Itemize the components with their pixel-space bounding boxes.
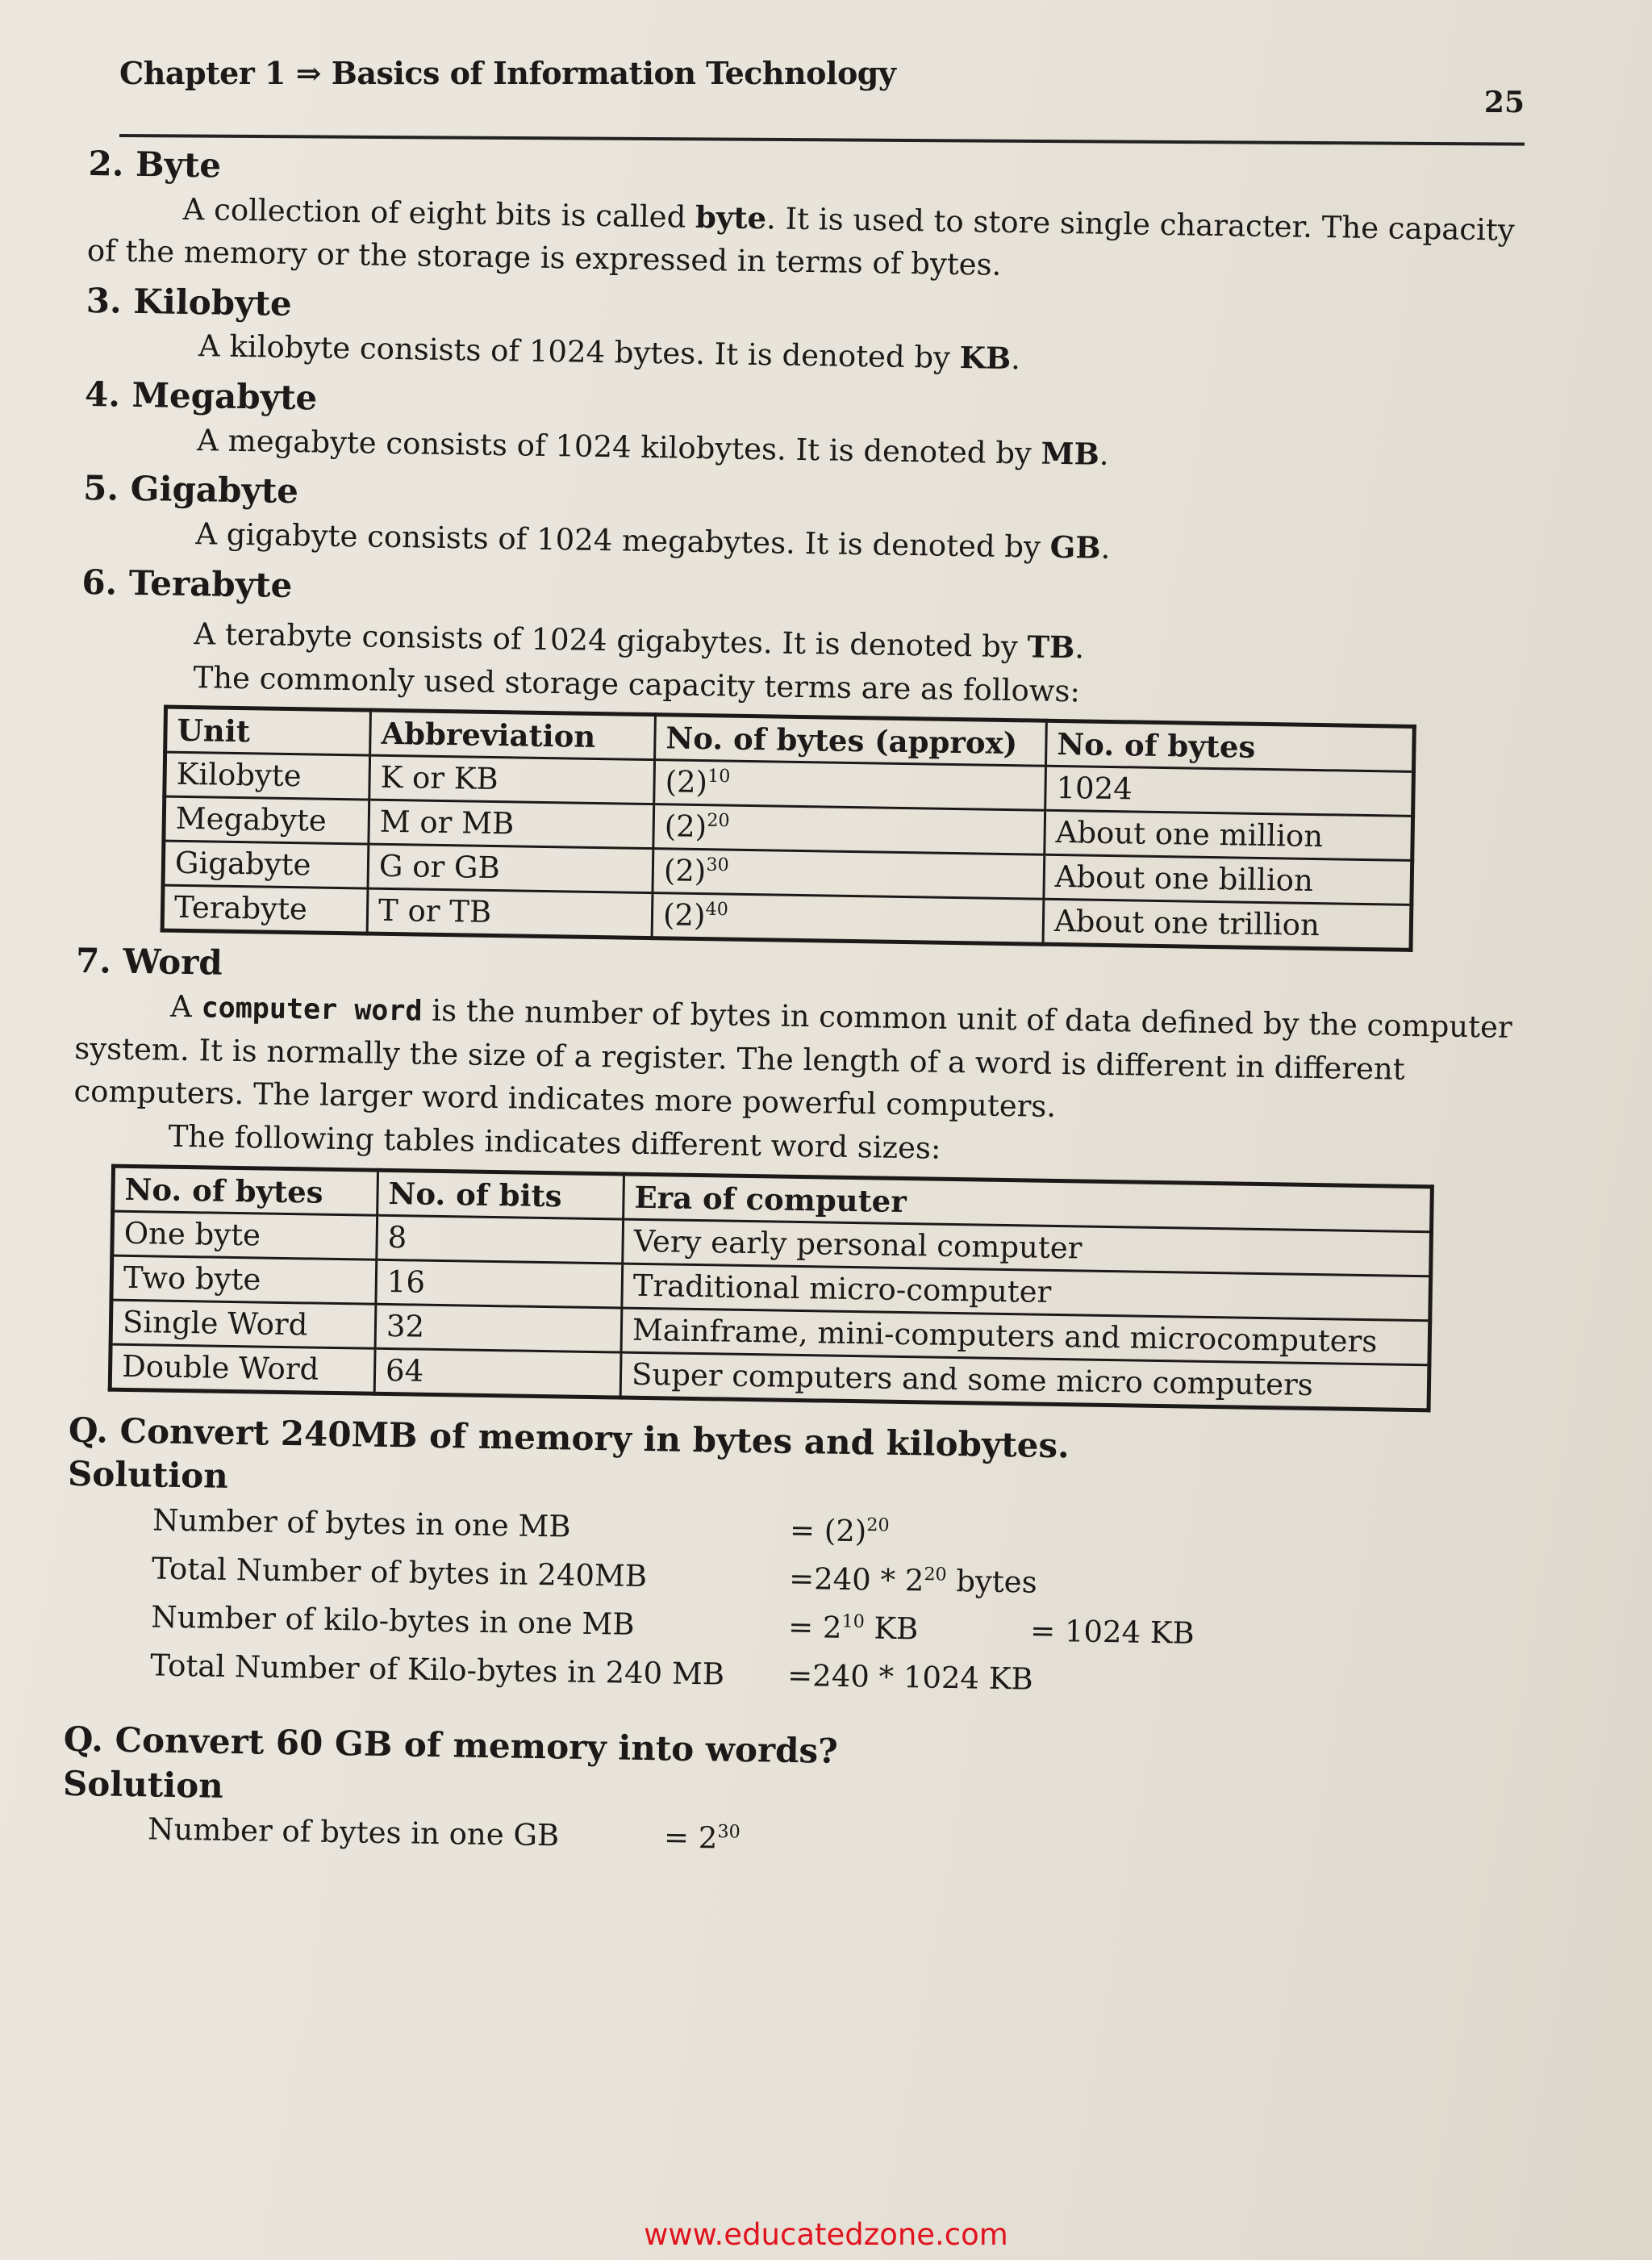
calc-label: Total Number of bytes in 240MB: [151, 1551, 648, 1594]
table-cell: Very early personal computer: [623, 1219, 1432, 1276]
section-heading: 7. Word: [75, 941, 223, 984]
value-suffix: bytes: [946, 1563, 1037, 1600]
table-cell: [652, 893, 1044, 945]
section-heading: 5. Gigabyte: [82, 468, 299, 512]
text-run: is the number of bytes in common unit of data defined by the computer system. It is normally the size of a register. The length of a word is different in different computers. The larger word indicates more powerful computers.: [73, 992, 1512, 1125]
table-cell: Mainframe, mini-computers and microcomputers: [621, 1308, 1430, 1365]
bold-abbr: GB: [1049, 528, 1101, 566]
value-suffix: KB: [864, 1610, 919, 1647]
section-heading: 6. Terabyte: [81, 562, 293, 605]
text-run: .: [1074, 630, 1085, 666]
table-cell: 8: [377, 1215, 624, 1264]
value-base: = 2: [663, 1819, 718, 1856]
text-run: A terabyte consists of 1024 gigabytes. It is denoted by: [194, 616, 1028, 665]
calc-label: Number of kilo-bytes in one MB: [150, 1599, 635, 1642]
calc-value: [790, 1513, 890, 1549]
calc-value: =240 * 1024 KB: [786, 1657, 1033, 1697]
table-cell: 1024: [1045, 767, 1414, 817]
table-cell: K or KB: [369, 756, 655, 805]
column-header: Abbreviation: [370, 711, 656, 761]
column-header: Unit: [165, 708, 371, 756]
table-cell: Double Word: [110, 1344, 375, 1393]
table-cell: G or GB: [368, 845, 653, 894]
table-cell: Super computers and some micro computers: [620, 1352, 1429, 1410]
bold-abbr: MB: [1041, 435, 1100, 472]
value-exponent: 10: [841, 1610, 866, 1632]
value-exponent: 20: [924, 1564, 947, 1585]
text-run: .: [1099, 437, 1109, 472]
table-cell: Two byte: [111, 1255, 377, 1304]
table-cell: About one billion: [1044, 855, 1412, 905]
section-megabyte: [84, 373, 1529, 482]
text-run: A collection of eight bits is called: [182, 191, 696, 235]
page-content: [61, 142, 1532, 1888]
text-run: A megabyte consists of 1024 kilobytes. It is denoted by: [196, 422, 1041, 471]
power-base: (2): [663, 853, 707, 889]
text-run: . It is used to store single character. The capacity of the memory or the storage is expressed in terms of bytes.: [86, 200, 1516, 283]
section-heading: 4. Megabyte: [84, 374, 318, 418]
table-cell: 64: [374, 1348, 621, 1397]
power-base: (2): [662, 897, 706, 934]
column-header: Era of computer: [624, 1174, 1433, 1232]
table-cell: 32: [375, 1304, 622, 1352]
bold-abbr: KB: [959, 340, 1012, 377]
value-exponent: 30: [717, 1821, 740, 1843]
calc-extra: = 1024 KB: [1029, 1613, 1195, 1651]
column-header: No. of bytes: [1045, 721, 1414, 772]
column-header: No. of bits: [378, 1170, 624, 1219]
table-cell: [653, 849, 1045, 900]
section-text: [73, 984, 1519, 1136]
text-run: .: [1010, 341, 1021, 377]
text-run: A gigabyte consists of 1024 megabytes. It is denoted by: [195, 516, 1051, 565]
calc-label: Number of bytes in one GB: [147, 1811, 560, 1853]
storage-capacity-table: [161, 705, 1416, 952]
table-cell: [653, 804, 1045, 855]
text-run: A: [169, 988, 202, 1025]
table-cell: [654, 760, 1046, 811]
table-cell: About one million: [1045, 811, 1413, 861]
question-convert-240mb: [65, 1409, 1512, 1718]
solution-label: Solution: [67, 1454, 229, 1497]
footer-url[interactable]: www.educatedzone.com: [644, 2217, 1008, 2252]
calc-value: [788, 1610, 919, 1647]
section-kilobyte: [86, 279, 1530, 389]
table-cell: Kilobyte: [165, 753, 370, 800]
section-heading: 2. Byte: [88, 143, 222, 186]
table-cell: Megabyte: [164, 797, 369, 845]
value-base: =240 * 2: [788, 1560, 924, 1598]
calc-value: [664, 1820, 740, 1856]
calc-label: Number of bytes in one MB: [152, 1502, 571, 1544]
value-base: = (2): [789, 1512, 867, 1549]
calculation-lines: [150, 1502, 1512, 1717]
power-exponent: 30: [706, 854, 729, 876]
section-byte: [86, 142, 1532, 295]
chapter-title: Chapter 1 ⇒ Basics of Information Technology: [119, 55, 896, 91]
calc-value: [789, 1561, 1037, 1600]
power-exponent: 40: [705, 899, 729, 921]
table-intro: The commonly used storage capacity terms are as follows:: [193, 659, 1081, 709]
power-base: (2): [665, 764, 708, 800]
table-cell: Single Word: [111, 1300, 376, 1348]
section-heading: 3. Kilobyte: [86, 280, 293, 324]
table-cell: Traditional micro-computer: [622, 1264, 1431, 1321]
table-cell: About one trillion: [1043, 900, 1412, 950]
value-base: = 2: [787, 1609, 842, 1645]
section-terabyte: [80, 561, 1525, 721]
column-header: No. of bytes (approx): [655, 715, 1047, 767]
value-exponent: 20: [866, 1514, 890, 1536]
question-title: Q. Convert 60 GB of memory into words?: [63, 1719, 839, 1771]
calc-label: Total Number of Kilo-bytes in 240 MB: [150, 1648, 725, 1692]
section-word: [73, 939, 1520, 1179]
text-run: .: [1100, 530, 1111, 566]
bold-term: byte: [695, 198, 767, 236]
section-gigabyte: [82, 466, 1527, 576]
solution-label: Solution: [62, 1763, 224, 1806]
power-exponent: 20: [707, 810, 730, 832]
question-title: Q. Convert 240MB of memory in bytes and kilobytes.: [68, 1410, 1070, 1466]
word-size-table: [108, 1163, 1434, 1412]
header-rule: [119, 134, 1525, 146]
page-header: [119, 52, 1525, 132]
table-cell: M or MB: [369, 800, 654, 850]
page-number: 25: [1483, 86, 1525, 119]
table-cell: Gigabyte: [163, 842, 369, 889]
power-base: (2): [664, 808, 707, 845]
bold-abbr: TB: [1027, 629, 1075, 666]
column-header: No. of bytes: [113, 1166, 378, 1215]
text-run: A kilobyte consists of 1024 bytes. It is denoted by: [198, 328, 961, 376]
question-convert-60gb: [62, 1718, 1508, 1882]
table-cell: One byte: [112, 1211, 378, 1260]
power-exponent: 10: [707, 766, 731, 787]
table-cell: T or TB: [367, 889, 653, 939]
table-cell: Terabyte: [162, 886, 368, 934]
table-cell: 16: [376, 1260, 623, 1308]
bold-term: computer word: [201, 992, 423, 1028]
table-intro: The following tables indicates different word sizes:: [168, 1118, 941, 1166]
